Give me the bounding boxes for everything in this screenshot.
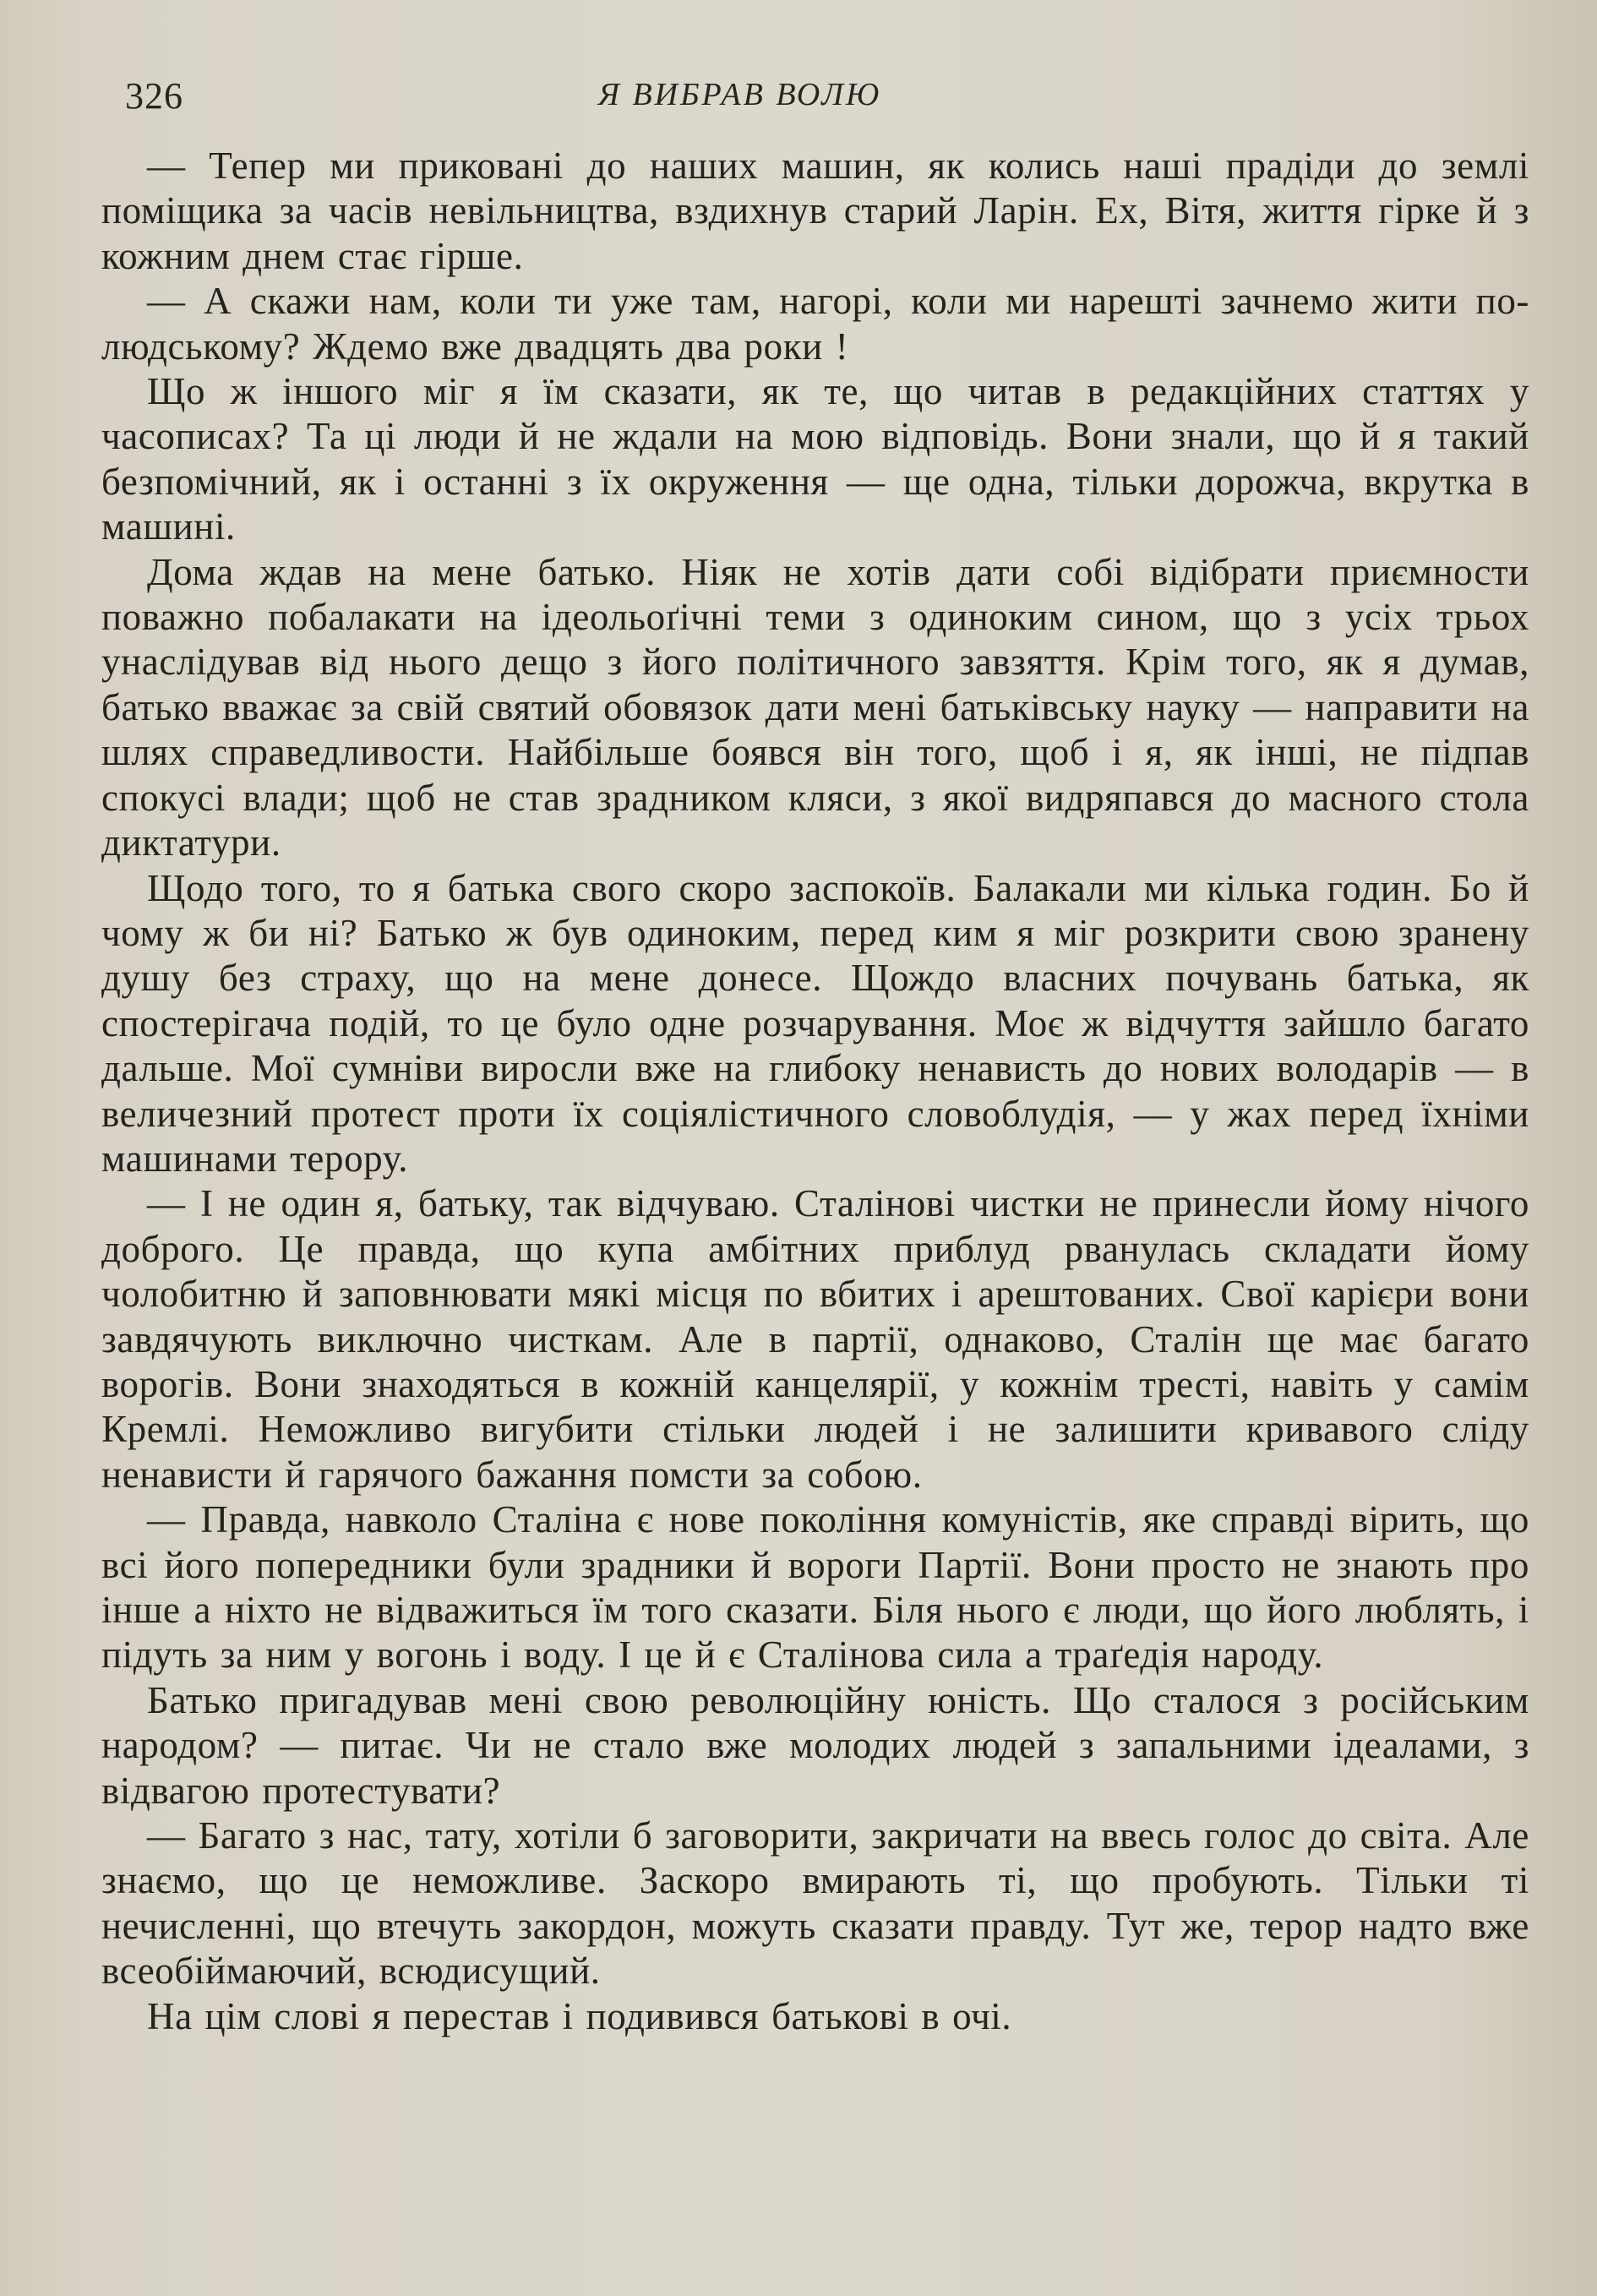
paragraph: — Багато з нас, тату, хотіли б заговорити, закричати на ввесь голос до світа. Але знаємо, що це неможливе. Заскоро вмирають ті, що пробують. Тільки ті нечисленні, що втечуть закордон, можуть сказати правду. Тут же, терор надто вже всеобіймаючий, всюдисущий.: [101, 1814, 1529, 1993]
page-header: [125, 74, 1528, 125]
paragraph: Батько пригадував мені свою революційну юність. Що сталося з російським народом? — питає. Чи не стало вже молодих людей з запальними ідеалами, з відвагою протестувати?: [101, 1678, 1529, 1812]
paragraph: На цім слові я перестав і подивився батькові в очі.: [147, 1994, 1012, 2037]
paragraph: — Правда, навколо Сталіна є нове покоління комуністів, яке справді вірить, що всі його попередники були зрадники й вороги Партії. Вони просто не знають про інше а ніхто не відважиться їм того сказати. Біля нього є люди, що його люблять, і підуть за ним у вогонь і воду. І це й є Сталінова сила а траґедія народу.: [101, 1498, 1529, 1677]
paragraph: Що ж іншого міг я їм сказати, як те, що читав в редакційних статтях у часописах? Та ці люди й не ждали на мою відповідь. Вони знали, що й я такий безпомічний, як і останні з їх окруження — ще одна, тільки дорожча, вкрутка в машині.: [101, 370, 1529, 548]
paragraph: Щодо того, то я батька свого скоро заспокоїв. Балакали ми кілька годин. Бо й чому ж би ні? Батько ж був одиноким, перед ким я міг розкрити свою зранену душу без страху, що на мене донесе. Щождо власних почувань батька, як спостерігача подій, то це було одне розчарування. Моє ж відчуття зайшло багато дальше. Мої сумніви виросли вже на глибоку ненависть до нових володарів — в величезний протест проти їх соціялістичного словоблудія, — у жах перед їхніми машинами терору.: [101, 866, 1529, 1180]
paragraph: — І не один я, батьку, так відчуваю. Сталінові чистки не принесли йому нічого доброго. Це правда, що купа амбітних приблуд рванулась складати йому чолобитню й заповнювати мякі місця по вбитих і арештованих. Свої карієри вони завдячують виключно чисткам. Але в партії, однаково, Сталін ще має багато ворогів. Вони знаходяться в кожній канцелярії, у кожнім тресті, навіть у самім Кремлі. Неможливо вигубити стільки людей і не залишити кривавого сліду ненависти й гарячого бажання помсти за собою.: [101, 1182, 1529, 1496]
page-number: 326: [125, 75, 183, 117]
paragraph: — А скажи нам, коли ти уже там, нагорі, коли ми нарешті зачнемо жити по-людському? Ждемо вже двадцять два роки !: [101, 280, 1529, 368]
paragraph: Дома ждав на мене батько. Ніяк не хотів дати собі відібрати приємности поважно побалакати на ідеольоґічні теми з одиноким сином, що з усіх трьох унаслідував від нього дещо з його політичного завзяття. Крім того, як я думав, батько вважає за свій святий обовязок дати мені батьківську науку — направити на шлях справедливости. Найбільше боявся він того, щоб і я, як інші, не підпав спокусі влади; щоб не став зрадником кляси, з якої видряпався до масного стола диктатури.: [101, 550, 1529, 864]
paragraph: — Тепер ми приковані до наших машин, як колись наші прадіди до землі поміщика за часів невільництва, вздихнув старий Ларін. Ех, Вітя, життя гірке й з кожним днем стає гірше.: [101, 145, 1529, 277]
body-text: [101, 144, 1529, 2039]
running-title: Я ВИБРАВ ВОЛЮ: [598, 77, 882, 112]
